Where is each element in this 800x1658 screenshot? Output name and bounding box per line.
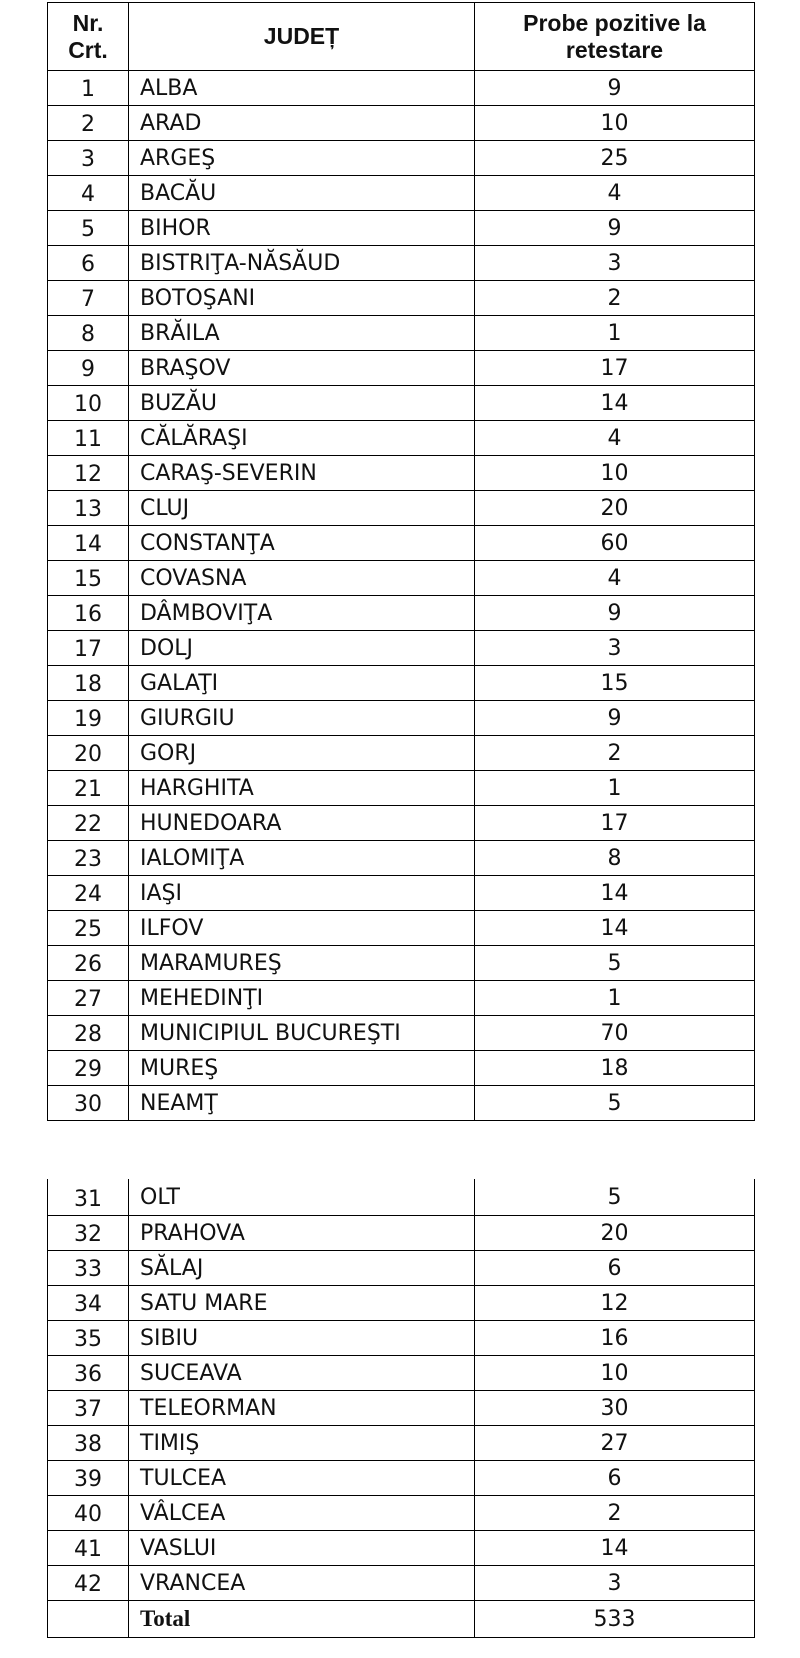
row-number: 9 bbox=[48, 351, 129, 386]
county-name: PRAHOVA bbox=[129, 1216, 475, 1251]
county-name: SATU MARE bbox=[129, 1286, 475, 1321]
table-row bbox=[48, 1086, 755, 1121]
row-number: 13 bbox=[48, 491, 129, 526]
positive-count: 17 bbox=[475, 351, 755, 386]
county-name: VÂLCEA bbox=[129, 1496, 475, 1531]
header-probe-line2: retestare bbox=[565, 36, 664, 63]
table-row bbox=[48, 876, 755, 911]
positive-count: 1 bbox=[475, 316, 755, 351]
table-row bbox=[48, 1356, 755, 1391]
row-number: 7 bbox=[48, 281, 129, 316]
county-name: TIMIŞ bbox=[129, 1426, 475, 1461]
county-name: HUNEDOARA bbox=[129, 806, 475, 841]
row-number: 26 bbox=[48, 946, 129, 981]
row-number: 20 bbox=[48, 736, 129, 771]
table-row bbox=[48, 351, 755, 386]
row-number: 15 bbox=[48, 561, 129, 596]
positive-count: 5 bbox=[475, 1086, 755, 1121]
row-number: 39 bbox=[48, 1461, 129, 1496]
row-number: 4 bbox=[48, 176, 129, 211]
row-number: 25 bbox=[48, 911, 129, 946]
row-number: 18 bbox=[48, 666, 129, 701]
county-name: BRAŞOV bbox=[129, 351, 475, 386]
county-name: BUZĂU bbox=[129, 386, 475, 421]
county-name: CLUJ bbox=[129, 491, 475, 526]
positive-count: 10 bbox=[475, 456, 755, 491]
county-name: MUREŞ bbox=[129, 1051, 475, 1086]
table-row bbox=[48, 561, 755, 596]
positive-count: 5 bbox=[475, 1179, 755, 1216]
row-number: 40 bbox=[48, 1496, 129, 1531]
county-name: VRANCEA bbox=[129, 1566, 475, 1601]
positive-count: 6 bbox=[475, 1461, 755, 1496]
row-number: 16 bbox=[48, 596, 129, 631]
county-name: GORJ bbox=[129, 736, 475, 771]
county-name: BIHOR bbox=[129, 211, 475, 246]
table-row bbox=[48, 911, 755, 946]
positive-count: 3 bbox=[475, 1566, 755, 1601]
county-name: TULCEA bbox=[129, 1461, 475, 1496]
county-name: SUCEAVA bbox=[129, 1356, 475, 1391]
row-number: 17 bbox=[48, 631, 129, 666]
table-row bbox=[48, 596, 755, 631]
table-row bbox=[48, 281, 755, 316]
table-row bbox=[48, 1426, 755, 1461]
row-number: 36 bbox=[48, 1356, 129, 1391]
county-name: ALBA bbox=[129, 71, 475, 106]
row-number: 10 bbox=[48, 386, 129, 421]
county-name: ILFOV bbox=[129, 911, 475, 946]
row-number: 37 bbox=[48, 1391, 129, 1426]
county-name: MUNICIPIUL BUCUREŞTI bbox=[129, 1016, 475, 1051]
county-name: GIURGIU bbox=[129, 701, 475, 736]
positive-count: 27 bbox=[475, 1426, 755, 1461]
header-probe bbox=[475, 3, 755, 71]
row-number: 21 bbox=[48, 771, 129, 806]
positive-count: 1 bbox=[475, 771, 755, 806]
positive-count: 2 bbox=[475, 1496, 755, 1531]
table-row bbox=[48, 1496, 755, 1531]
positive-count: 60 bbox=[475, 526, 755, 561]
positive-count: 8 bbox=[475, 841, 755, 876]
table-row bbox=[48, 1016, 755, 1051]
row-number: 23 bbox=[48, 841, 129, 876]
header-probe-line1: Probe pozitive la bbox=[523, 9, 706, 36]
table-row bbox=[48, 1566, 755, 1601]
row-number: 29 bbox=[48, 1051, 129, 1086]
county-name: BACĂU bbox=[129, 176, 475, 211]
row-number: 27 bbox=[48, 981, 129, 1016]
table-row bbox=[48, 1286, 755, 1321]
positive-count: 14 bbox=[475, 911, 755, 946]
positive-count: 10 bbox=[475, 1356, 755, 1391]
row-number: 14 bbox=[48, 526, 129, 561]
header-nr-line2: Crt. bbox=[68, 36, 108, 63]
table-row bbox=[48, 631, 755, 666]
positive-count: 15 bbox=[475, 666, 755, 701]
table-row bbox=[48, 1321, 755, 1356]
positive-count: 9 bbox=[475, 701, 755, 736]
row-number: 32 bbox=[48, 1216, 129, 1251]
county-name: MEHEDINŢI bbox=[129, 981, 475, 1016]
row-number: 30 bbox=[48, 1086, 129, 1121]
table-row bbox=[48, 1216, 755, 1251]
positive-count: 25 bbox=[475, 141, 755, 176]
positive-count: 3 bbox=[475, 246, 755, 281]
county-name: COVASNA bbox=[129, 561, 475, 596]
header-judet: JUDEȚ bbox=[129, 3, 475, 71]
positive-count: 10 bbox=[475, 106, 755, 141]
table-header-row bbox=[48, 3, 755, 71]
row-number: 35 bbox=[48, 1321, 129, 1356]
positive-count: 5 bbox=[475, 946, 755, 981]
total-nr-cell bbox=[48, 1601, 129, 1638]
row-number: 5 bbox=[48, 211, 129, 246]
table-row bbox=[48, 701, 755, 736]
positive-count: 6 bbox=[475, 1251, 755, 1286]
county-name: ARAD bbox=[129, 106, 475, 141]
table-row bbox=[48, 71, 755, 106]
table-row bbox=[48, 946, 755, 981]
row-number: 12 bbox=[48, 456, 129, 491]
table-row bbox=[48, 316, 755, 351]
row-number: 34 bbox=[48, 1286, 129, 1321]
table-row bbox=[48, 806, 755, 841]
table-row bbox=[48, 141, 755, 176]
row-number: 33 bbox=[48, 1251, 129, 1286]
table-row bbox=[48, 1051, 755, 1086]
county-name: IAŞI bbox=[129, 876, 475, 911]
county-name: OLT bbox=[129, 1179, 475, 1216]
table-row bbox=[48, 1251, 755, 1286]
total-row bbox=[48, 1601, 755, 1638]
row-number: 22 bbox=[48, 806, 129, 841]
county-name: CARAŞ-SEVERIN bbox=[129, 456, 475, 491]
row-number: 8 bbox=[48, 316, 129, 351]
table-row bbox=[48, 526, 755, 561]
table-row bbox=[48, 246, 755, 281]
row-number: 41 bbox=[48, 1531, 129, 1566]
table-row bbox=[48, 666, 755, 701]
county-name: MARAMUREŞ bbox=[129, 946, 475, 981]
total-label: Total bbox=[129, 1601, 475, 1638]
table-row bbox=[48, 771, 755, 806]
table-row bbox=[48, 421, 755, 456]
county-table-part-1 bbox=[47, 2, 755, 1121]
positive-count: 14 bbox=[475, 1531, 755, 1566]
county-name: NEAMŢ bbox=[129, 1086, 475, 1121]
county-name: DÂMBOVIŢA bbox=[129, 596, 475, 631]
table-row bbox=[48, 1391, 755, 1426]
county-name: BRĂILA bbox=[129, 316, 475, 351]
table-row bbox=[48, 1179, 755, 1216]
positive-count: 9 bbox=[475, 211, 755, 246]
county-name: ARGEŞ bbox=[129, 141, 475, 176]
county-name: HARGHITA bbox=[129, 771, 475, 806]
positive-count: 3 bbox=[475, 631, 755, 666]
positive-count: 4 bbox=[475, 561, 755, 596]
total-value: 533 bbox=[475, 1601, 755, 1638]
table-row bbox=[48, 491, 755, 526]
county-name: IALOMIŢA bbox=[129, 841, 475, 876]
positive-count: 1 bbox=[475, 981, 755, 1016]
positive-count: 12 bbox=[475, 1286, 755, 1321]
positive-count: 2 bbox=[475, 281, 755, 316]
positive-count: 70 bbox=[475, 1016, 755, 1051]
positive-count: 20 bbox=[475, 1216, 755, 1251]
row-number: 1 bbox=[48, 71, 129, 106]
table-row bbox=[48, 106, 755, 141]
header-nr bbox=[48, 3, 129, 71]
positive-count: 17 bbox=[475, 806, 755, 841]
row-number: 24 bbox=[48, 876, 129, 911]
row-number: 6 bbox=[48, 246, 129, 281]
positive-count: 16 bbox=[475, 1321, 755, 1356]
positive-count: 9 bbox=[475, 71, 755, 106]
table-row bbox=[48, 736, 755, 771]
positive-count: 20 bbox=[475, 491, 755, 526]
county-name: BOTOŞANI bbox=[129, 281, 475, 316]
county-name: TELEORMAN bbox=[129, 1391, 475, 1426]
positive-count: 4 bbox=[475, 176, 755, 211]
row-number: 42 bbox=[48, 1566, 129, 1601]
table-row bbox=[48, 456, 755, 491]
row-number: 3 bbox=[48, 141, 129, 176]
header-nr-line1: Nr. bbox=[72, 9, 104, 36]
county-name: SĂLAJ bbox=[129, 1251, 475, 1286]
positive-count: 14 bbox=[475, 386, 755, 421]
table-row bbox=[48, 981, 755, 1016]
row-number: 2 bbox=[48, 106, 129, 141]
row-number: 38 bbox=[48, 1426, 129, 1461]
table-row bbox=[48, 1531, 755, 1566]
table-row bbox=[48, 211, 755, 246]
table-row bbox=[48, 176, 755, 211]
table-row bbox=[48, 386, 755, 421]
county-name: CONSTANŢA bbox=[129, 526, 475, 561]
row-number: 19 bbox=[48, 701, 129, 736]
row-number: 11 bbox=[48, 421, 129, 456]
county-name: SIBIU bbox=[129, 1321, 475, 1356]
county-name: GALAŢI bbox=[129, 666, 475, 701]
row-number: 28 bbox=[48, 1016, 129, 1051]
positive-count: 2 bbox=[475, 736, 755, 771]
row-number: 31 bbox=[48, 1179, 129, 1216]
positive-count: 14 bbox=[475, 876, 755, 911]
positive-count: 4 bbox=[475, 421, 755, 456]
county-name: DOLJ bbox=[129, 631, 475, 666]
table-row bbox=[48, 1461, 755, 1496]
positive-count: 18 bbox=[475, 1051, 755, 1086]
positive-count: 9 bbox=[475, 596, 755, 631]
county-table-part-2 bbox=[47, 1179, 755, 1638]
county-name: VASLUI bbox=[129, 1531, 475, 1566]
county-name: BISTRIŢA-NĂSĂUD bbox=[129, 246, 475, 281]
table-row bbox=[48, 841, 755, 876]
positive-count: 30 bbox=[475, 1391, 755, 1426]
county-name: CĂLĂRAŞI bbox=[129, 421, 475, 456]
